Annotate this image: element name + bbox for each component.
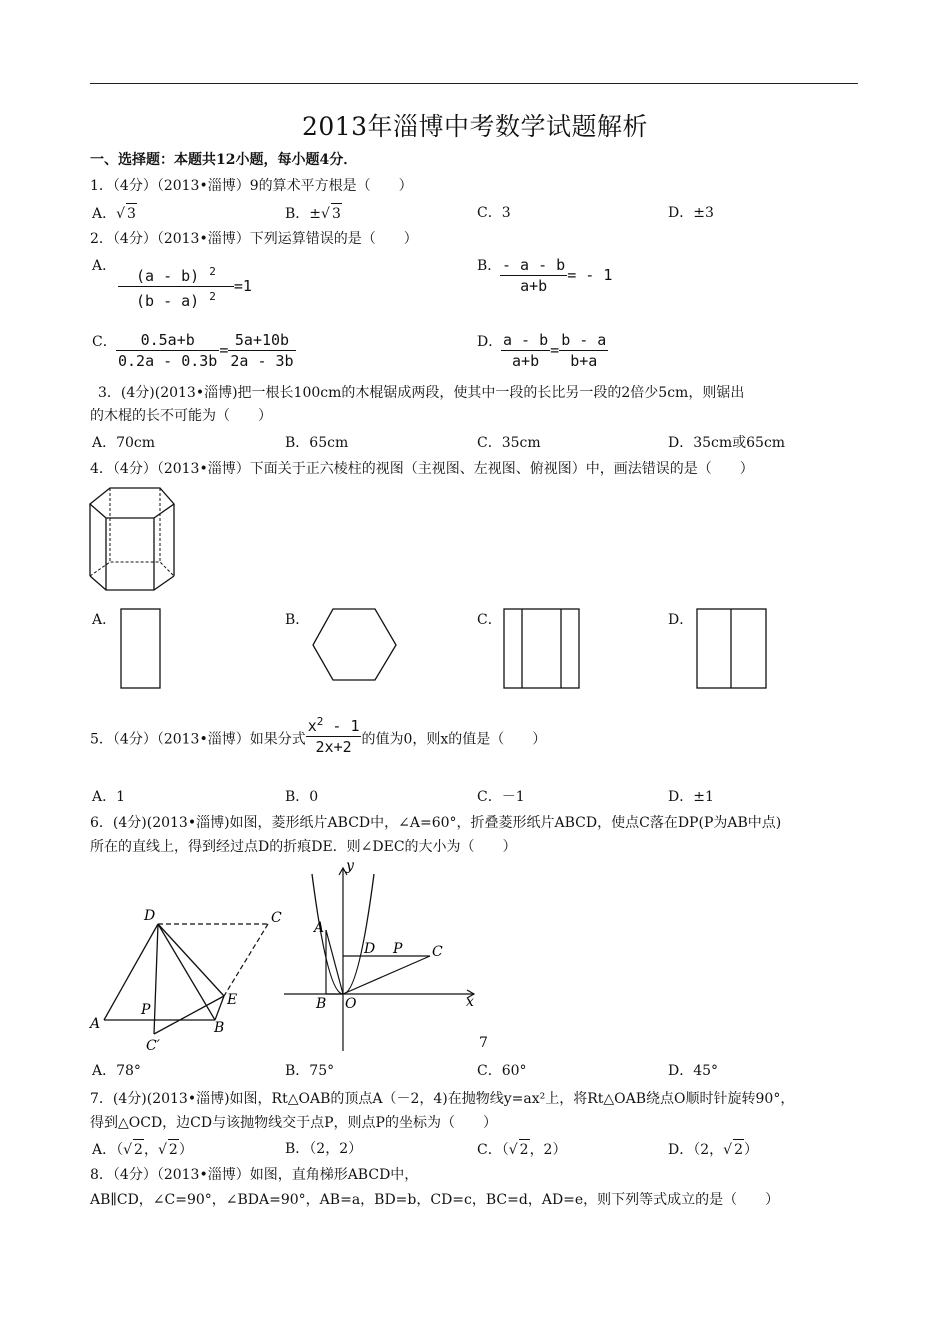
label-axis-x: x <box>466 994 474 1010</box>
q4-option-c-figure <box>503 608 581 690</box>
q3-stem-line1: 3．(4分)(2013•淄博)把一根长100cm的木棍锯成两段，使其中一段的长比另一段的2倍少5cm，则锯出 <box>98 385 745 401</box>
q2-stem: 2．（4分）（2013•淄博）下列运算错误的是（ ） <box>90 231 418 247</box>
q5-option-a: A．1 <box>92 789 126 805</box>
section-heading: 一、选择题：本题共12小题，每小题4分． <box>90 152 358 168</box>
q2-option-c-label: C． <box>92 334 117 350</box>
fraction: $\frac{5a+10b}{2a - 3b}$ <box>230 331 294 370</box>
label-axis-y: y <box>346 858 354 874</box>
parabola-rotation-figure <box>284 856 484 1052</box>
label-p: P <box>393 941 403 957</box>
q8-stem-line1: 8．（4分）（2013•淄博）如图，直角梯形ABCD中， <box>90 1167 419 1183</box>
label-c: C <box>432 944 443 960</box>
q7-stem-line1: 7．(4分)(2013•淄博)如图，Rt△OAB的顶点A（－2，4)在抛物线y=ax²上，将Rt△OAB绕点O顺时针旋转90°， <box>90 1091 795 1107</box>
q6-option-a: A．78° <box>92 1063 141 1079</box>
sqrt-symbol: √ 3 <box>321 203 342 224</box>
q2-option-b-label: B． <box>477 258 502 274</box>
fraction: $\frac{0.5a+b}{0.2a - 0.3b}$ <box>118 331 218 370</box>
sqrt-symbol: √ 2 <box>723 1139 744 1160</box>
q7-option-d: D．（2，√ 2） <box>668 1139 758 1160</box>
q2-option-d-label: D． <box>477 334 503 350</box>
q4-option-a-label: A． <box>92 612 117 628</box>
q6-option-d: D．45° <box>668 1063 719 1079</box>
q3-option-c: C．35cm <box>477 435 541 451</box>
q5-option-c: C．－1 <box>477 789 525 805</box>
label-a: A <box>314 920 325 936</box>
label-o: O <box>345 996 357 1012</box>
sqrt-symbol: √ 2 <box>123 1139 144 1160</box>
q3-option-d: D．35cm或65cm <box>668 435 786 451</box>
q4-option-b-figure <box>312 608 398 682</box>
q4-option-d-figure <box>696 608 768 690</box>
q4-option-b-label: B． <box>285 612 310 628</box>
q5-option-d: D．±1 <box>668 789 714 805</box>
q4-option-a-figure <box>120 608 162 690</box>
q1-option-d: D．±3 <box>668 205 714 221</box>
fraction: $\frac{x^2 - 1}{2x+2}$ <box>306 712 362 757</box>
label-d: D <box>144 908 156 924</box>
label-c: C <box>271 910 282 926</box>
label-c-prime: C′ <box>146 1038 160 1054</box>
q6-stem-line1: 6．(4分)(2013•淄博)如图，菱形纸片ABCD中，∠A=60°，折叠菱形纸片ABCD，使点C落在DP(P为AB中点) <box>90 815 782 831</box>
q5-option-b: B．0 <box>285 789 319 805</box>
label-b: B <box>316 996 327 1012</box>
figure-caption-7: 7 <box>479 1035 488 1051</box>
label-p: P <box>141 1002 151 1018</box>
q6-option-b: B．75° <box>285 1063 335 1079</box>
label-a: A <box>90 1016 101 1032</box>
q4-option-d-label: D． <box>668 612 694 628</box>
rhombus-fold-figure <box>88 900 288 1056</box>
label-e: E <box>227 992 238 1008</box>
q7-option-c: C．（√ 2，2） <box>477 1139 566 1160</box>
label-d: D <box>364 941 376 957</box>
q2-option-c-expr: $\frac{0.5a+b}{0.2a - 0.3b}$ = $\frac{5a+10b}{2a - 3b}$ <box>118 331 294 370</box>
hexagonal-prism-figure <box>88 484 184 596</box>
q3-option-a: A．70cm <box>92 435 156 451</box>
sqrt-symbol: √ 2 <box>158 1139 179 1160</box>
sqrt-symbol: √ 3 <box>116 203 137 224</box>
q6-option-c: C．60° <box>477 1063 527 1079</box>
q7-option-a: A．（√ 2，√ 2） <box>92 1139 193 1160</box>
q1-option-a: A．√ 3 <box>92 203 137 224</box>
q1-option-b: B．±√ 3 <box>285 203 342 224</box>
q1-stem: 1．（4分）（2013•淄博）9的算术平方根是（ ） <box>90 178 413 194</box>
sqrt-symbol: √ 2 <box>509 1139 530 1160</box>
q2-option-a-label: A． <box>92 258 117 274</box>
q8-stem-line2: AB∥CD，∠C=90°，∠BDA=90°，AB=a，BD=b，CD=c，BC=d，AD=e，则下列等式成立的是（ ） <box>90 1192 780 1208</box>
q7-option-b: B．（2，2） <box>285 1141 363 1157</box>
q4-stem: 4．（4分）（2013•淄博）下面关于正六棱柱的视图（主视图、左视图、俯视图）中，画法错误的是（ ） <box>90 461 754 477</box>
header-rule <box>90 83 858 84</box>
q7-stem-line2: 得到△OCD，边CD与该抛物线交于点P，则点P的坐标为（ ） <box>90 1115 497 1131</box>
q2-option-d-expr: $\frac{a - b}{a+b}$ = $\frac{b - a}{b+a}$ <box>503 331 607 370</box>
q6-stem-line2: 所在的直线上，得到经过点D的折痕DE．则∠DEC的大小为（ ） <box>90 839 517 855</box>
fraction: $\frac{- a - b}{a+b}$ <box>502 256 566 295</box>
fraction: $\frac{a - b}{a+b}$ <box>503 331 549 370</box>
q1-option-c: C．3 <box>477 205 511 221</box>
q2-option-b-expr: $\frac{- a - b}{a+b}$ = - 1 <box>502 256 613 295</box>
label-b: B <box>214 1020 225 1036</box>
fraction: $\frac{b - a}{b+a}$ <box>561 331 607 370</box>
q3-option-b: B．65cm <box>285 435 349 451</box>
q5-stem: 5．（4分）（2013•淄博）如果分式 $\frac{x^2 - 1}{2x+2}$ 的值为0，则x的值是（ ） <box>90 722 546 757</box>
fraction: $\frac{(a - b) ^2}{(b - a) ^2}$ <box>118 262 234 311</box>
q3-stem-line2: 的木棍的长不可能为（ ） <box>90 408 272 424</box>
q2-option-a-expr: $\frac{(a - b) ^2}{(b - a) ^2}$ =1 <box>118 262 252 311</box>
q4-option-c-label: C． <box>477 612 502 628</box>
page-title: 2013年淄博中考数学试题解析 <box>301 112 649 141</box>
